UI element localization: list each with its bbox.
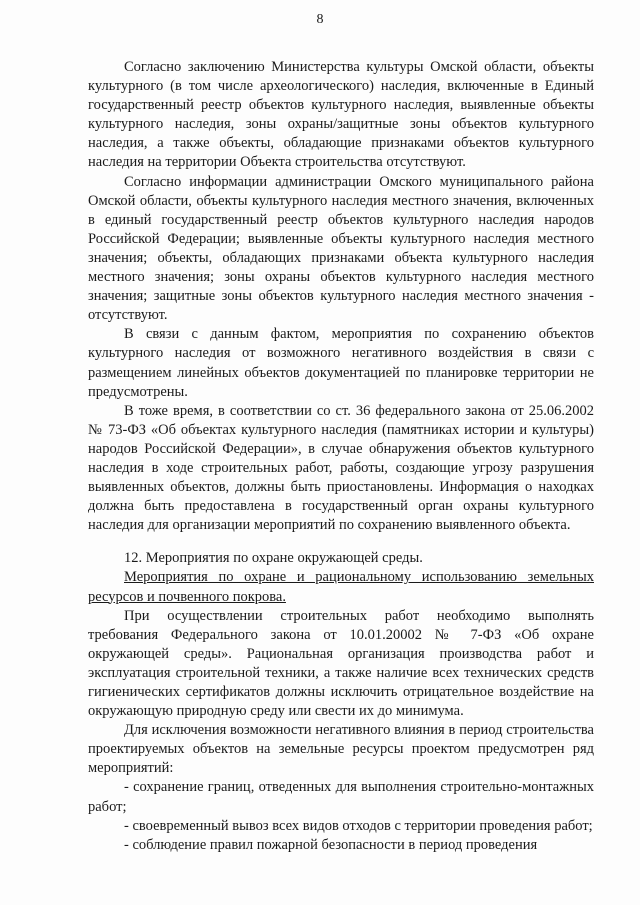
paragraph-measures-intro: Для исключения возможности негативного влияния в период строительства проектируемых объектов на земельные ресурсы проектом предусмотрен ряд мероприятий:	[88, 722, 594, 777]
paragraph-federal-law-73: В тоже время, в соответствии со ст. 36 федерального закона от 25.06.2002 № 73-ФЗ «Об объектах культурного наследия (памятниках истории и культуры) народов Российской Федерации», в случае обнаружения объектов культурного наследия в ходе строительных работ, работы, создающие угрозу разрушения выявленных объектов, должны быть приостановлены. Информация о находках должна быть предоставлена в государственный орган охраны культурного наследия для организации мероприятий по сохранению выявленного объекта.	[88, 402, 594, 534]
paragraph-culture-ministry: Согласно заключению Министерства культуры Омской области, объекты культурного (в том числе археологического) наследия, включенные в Единый государственный реестр объектов культурного наследия, выявленные объекты культурного наследия, зоны охраны/защитные зоны объектов культурного наследия, а также объекты, обладающие признаками объектов культурного наследия на территории Объекта строительства отсутствуют.	[88, 59, 594, 171]
list-item: - своевременный вывоз всех видов отходов с территории проведения работ;	[124, 817, 593, 834]
list-item: - сохранение границ, отведенных для выполнения строительно-монтажных работ;	[88, 779, 594, 815]
document-body	[88, 58, 594, 855]
paragraph-federal-law-7: При осуществлении строительных работ необходимо выполнять требования Федерального закона от 10.01.20002 № 7-ФЗ «Об охране окружающей среды». Рациональная организация производства работ и эксплуатация строительной техники, а также наличие всех технических средств гигиенических сертификатов должны исключить отрицательное воздействие на окружающую природную среду или свести их до минимума.	[88, 607, 594, 720]
list-item: - соблюдение правил пожарной безопасности в период проведения	[124, 836, 538, 853]
section-heading-environment: 12. Мероприятия по охране окружающей среды.	[124, 550, 423, 567]
page-number: 8	[316, 12, 324, 27]
paragraph-municipal-info: Согласно информации администрации Омского муниципального района Омской области, объекты культурного наследия местного значения, включенных в единый государственный реестр объектов культурного наследия народов Российской Федерации; выявленные объекты культурного наследия местного значения; объекты, обладающих признаками объекта культурного наследия местного значения; зоны охраны объектов культурного наследия местного значения; защитные зоны объектов культурного наследия местного значения - отсутствуют.	[88, 173, 594, 324]
subsection-heading-land-resources: Мероприятия по охране и рациональному использованию земельных ресурсов и почвенного покрова.	[88, 569, 594, 605]
paragraph-no-measures: В связи с данным фактом, мероприятия по сохранению объектов культурного наследия от возможного негативного воздействия в связи с размещением линейных объектов документацией по планировке территории не предусмотрены.	[88, 326, 594, 400]
